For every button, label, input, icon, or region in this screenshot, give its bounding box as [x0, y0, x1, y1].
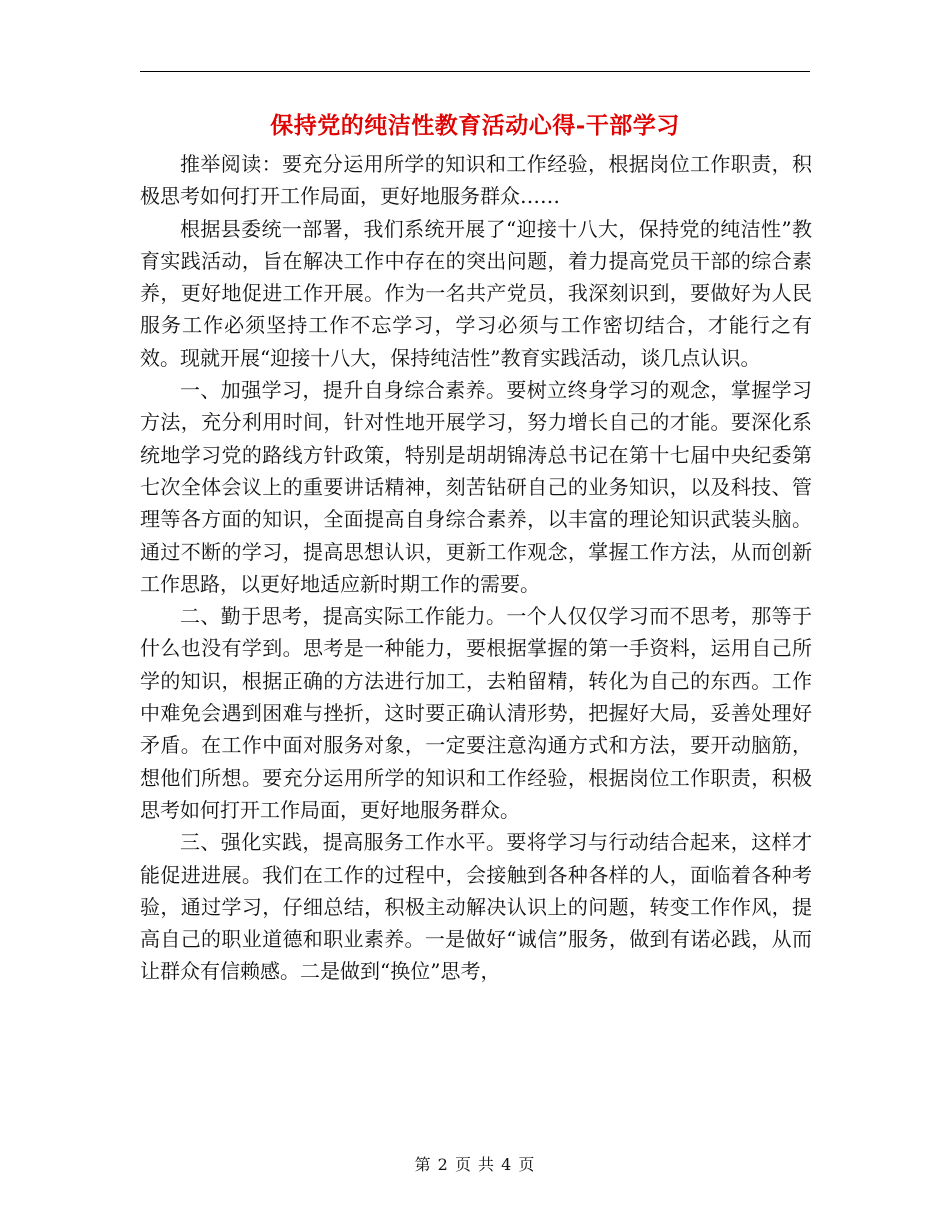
page-number-footer: 第 2 页 共 4 页 — [414, 1155, 536, 1174]
paragraph-recommended-reading: 推举阅读：要充分运用所学的知识和工作经验，根据岗位工作职责，积极思考如何打开工作局面，更好地服务群众…… — [140, 152, 812, 209]
document-body — [140, 148, 812, 988]
paragraph-section-three: 三、强化实践，提高服务工作水平。要将学习与行动结合起来，这样才能促进进展。我们在工作的过程中，会接触到各种各样的人，面临着各种考验，通过学习，仔细总结，积极主动解决认识上的问题，转变工作作风，提高自己的职业道德和职业素养。一是做好“诚信”服务，做到有诺必践，从而让群众有信赖感。二是做到“换位”思考， — [140, 830, 812, 984]
paragraph-section-two: 二、勤于思考，提高实际工作能力。一个人仅仅学习而不思考，那等于什么也没有学到。思考是一种能力，要根据掌握的第一手资料，运用自己所学的知识，根据正确的方法进行加工，去粕留精，转化为自己的东西。工作中难免会遇到困难与挫折，这时要正确认清形势，把握好大局，妥善处理好矛盾。在工作中面对服务对象，一定要注意沟通方式和方法，要开动脑筋，想他们所想。要充分运用所学的知识和工作经验，根据岗位工作职责，积极思考如何打开工作局面，更好地服务群众。 — [140, 604, 812, 822]
document-title: 保持党的纯洁性教育活动心得-干部学习 — [270, 112, 680, 139]
paragraph-section-one: 一、加强学习，提升自身综合素养。要树立终身学习的观念，掌握学习方法，充分利用时间，针对性地开展学习，努力增长自己的才能。要深化系统地学习党的路线方针政策，特别是胡胡锦涛总书记在第十七届中央纪委第七次全体会议上的重要讲话精神，刻苦钻研自己的业务知识，以及科技、管理等各方面的知识，全面提高自身综合素养，以丰富的理论知识武装头脑。通过不断的学习，提高思想认识，更新工作观念，掌握工作方法，从而创新工作思路，以更好地适应新时期工作的需要。 — [140, 378, 812, 596]
paragraph-introduction: 根据县委统一部署，我们系统开展了“迎接十八大，保持党的纯洁性”教育实践活动，旨在解决工作中存在的突出问题，着力提高党员干部的综合素养，更好地促进工作开展。作为一名共产党员，我深刻识到，要做好为人民服务工作必须坚持工作不忘学习，学习必须与工作密切结合，才能行之有效。现就开展“迎接十八大，保持纯洁性”教育实践活动，谈几点认识。 — [140, 216, 812, 370]
header-rule — [140, 71, 810, 72]
